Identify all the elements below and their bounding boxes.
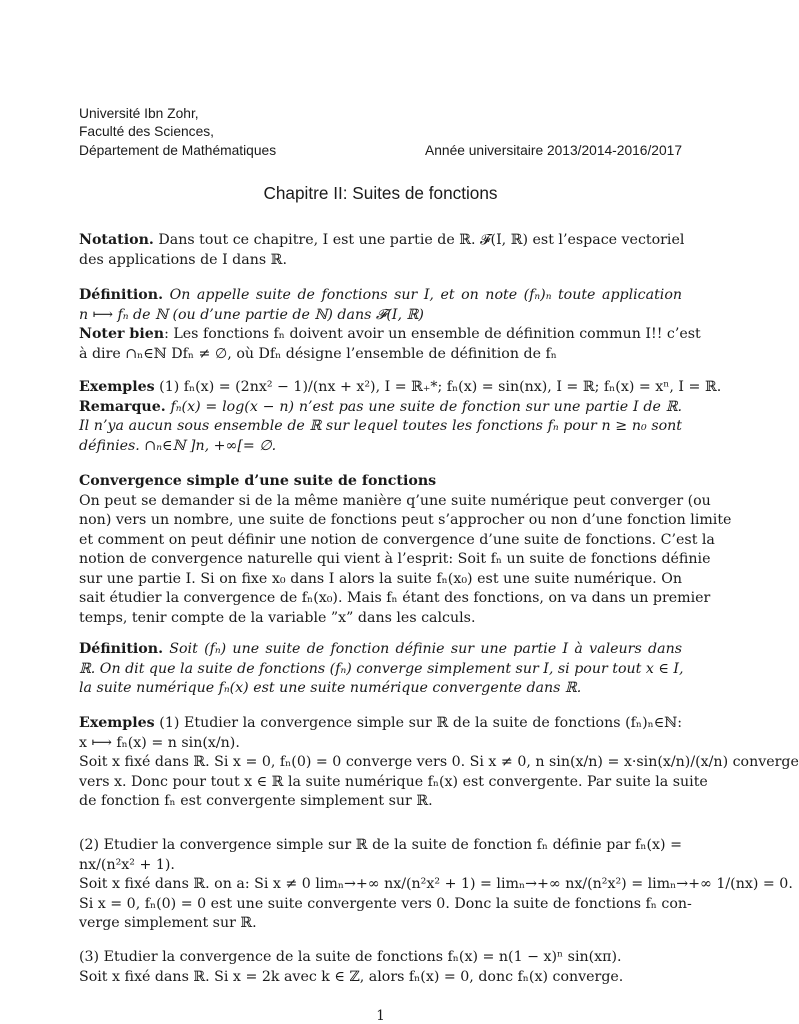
exemples-text: (1) fₙ(x) = (2nx² − 1)/(nx + x²), I = ℝ₊*; fₙ(x) = sin(nx), I = ℝ; fₙ(x) = xⁿ, I = ℝ. bbox=[159, 379, 722, 395]
example-line: verge simplement sur ℝ. bbox=[79, 915, 257, 931]
definition-label: Définition. bbox=[79, 641, 164, 657]
definition-line: On appelle suite de fonctions sur I, et on note (fₙ)ₙ toute application bbox=[169, 287, 683, 303]
definition-line: la suite numérique fₙ(x) est une suite numérique convergente dans ℝ. bbox=[79, 680, 582, 696]
convergence-line: temps, tenir compte de la variable ”x” dans les calculs. bbox=[79, 609, 476, 626]
example-line: x ⟼ fₙ(x) = n sin(x/n). bbox=[79, 734, 240, 751]
examples-remark-paragraph bbox=[79, 378, 722, 456]
remarque-line: fₙ(x) = log(x − n) n’est pas une suite de fonction sur une partie I de ℝ. bbox=[170, 398, 682, 415]
notation-line: Dans tout ce chapitre, I est une partie de ℝ. 𝓕(I, ℝ) est l’espace vectoriel bbox=[158, 232, 685, 248]
academic-year: Année universitaire 2013/2014-2016/2017 bbox=[425, 142, 682, 158]
convergence-line: sait étudier la convergence de fₙ(x₀). Mais fₙ étant des fonctions, on va dans un premier bbox=[79, 590, 711, 606]
example-line: Soit x fixé dans ℝ. Si x = 0, fₙ(0) = 0 converge vers 0. Si x ≠ 0, n sin(x/n) = x·sin(x/n)/(x/n) converge bbox=[79, 754, 799, 770]
notation-paragraph bbox=[79, 231, 685, 270]
section-heading: Convergence simple d’une suite de fonctions bbox=[79, 473, 437, 489]
convergence-line: On peut se demander si de la même manière q’une suite numérique peut converger (ou bbox=[79, 492, 711, 509]
notation-label: Notation. bbox=[79, 232, 154, 248]
examples-2-paragraph bbox=[79, 714, 799, 812]
example-line: nx/(n²x² + 1). bbox=[79, 856, 175, 873]
example-line: vers x. Donc pour tout x ∈ ℝ la suite numérique fₙ(x) est convergente. Par suite la suite bbox=[79, 773, 708, 790]
example-line: (2) Etudier la convergence simple sur ℝ de la suite de fonction fₙ définie par fₙ(x) = bbox=[79, 837, 682, 853]
example-line: (3) Etudier la convergence de la suite de fonctions fₙ(x) = n(1 − x)ⁿ sin(xπ). bbox=[79, 949, 622, 965]
noter-bien-label: Noter bien bbox=[79, 326, 165, 342]
example-line: (1) Etudier la convergence simple sur ℝ de la suite de fonctions (fₙ)ₙ∈ℕ: bbox=[159, 715, 682, 731]
noter-bien-line: à dire ∩ₙ∈ℕ Dfₙ ≠ ∅, où Dfₙ désigne l’ensemble de définition de fₙ bbox=[79, 345, 557, 362]
page-number: 1 bbox=[376, 1008, 385, 1024]
example-line: Soit x fixé dans ℝ. on a: Si x ≠ 0 limₙ→+∞ nx/(n²x² + 1) = limₙ→+∞ nx/(n²x²) = limₙ→+∞ 1/(nx) = 0. bbox=[79, 876, 793, 892]
university-name: Université Ibn Zohr, bbox=[79, 106, 199, 121]
chapter-title: Chapitre II: Suites de fonctions bbox=[263, 183, 498, 203]
definition-2-paragraph bbox=[79, 640, 682, 699]
example-2-paragraph bbox=[79, 836, 793, 934]
department-name: Département de Mathématiques bbox=[79, 142, 277, 158]
example-line: de fonction fₙ est convergente simplement sur ℝ. bbox=[79, 793, 433, 809]
convergence-line: notion de convergence naturelle qui vient à l’esprit: Soit fₙ un suite de fonctions définie bbox=[79, 551, 711, 567]
example-line: Si x = 0, fₙ(0) = 0 est une suite convergente vers 0. Donc la suite de fonctions fₙ con- bbox=[79, 895, 692, 912]
definition-1-paragraph bbox=[79, 286, 701, 364]
definition-line: n ⟼ fₙ de ℕ (ou d’une partie de ℕ) dans 𝓕(I, ℝ) bbox=[79, 306, 424, 323]
document-page bbox=[79, 0, 799, 1024]
header-block bbox=[79, 105, 682, 160]
convergence-line: sur une partie I. Si on fixe x₀ dans I alors la suite fₙ(x₀) est une suite numérique. On bbox=[79, 570, 682, 587]
noter-bien-line: : Les fonctions fₙ doivent avoir un ensemble de définition commun I!! c’est bbox=[164, 326, 701, 342]
convergence-line: et comment on peut définir une notion de convergence d’une suite de fonctions. C’est la bbox=[79, 531, 715, 548]
convergence-line: non) vers un nombre, une suite de fonctions peut s’approcher ou non d’une fonction limite bbox=[79, 512, 732, 528]
definition-label: Définition. bbox=[79, 287, 164, 303]
exemples-label: Exemples bbox=[79, 715, 155, 731]
definition-line: Soit (fₙ) une suite de fonction définie sur une partie I à valeurs dans bbox=[169, 641, 682, 657]
example-line: Soit x fixé dans ℝ. Si x = 2k avec k ∈ ℤ, alors fₙ(x) = 0, donc fₙ(x) converge. bbox=[79, 968, 624, 985]
notation-line: des applications de I dans ℝ. bbox=[79, 251, 287, 268]
faculty-name: Faculté des Sciences, bbox=[79, 124, 214, 140]
remarque-label: Remarque. bbox=[79, 398, 166, 415]
exemples-label: Exemples bbox=[79, 379, 155, 395]
convergence-section bbox=[79, 472, 732, 628]
definition-line: ℝ. On dit que la suite de fonctions (fₙ) converge simplement sur I, si pour tout x ∈ I, bbox=[79, 660, 684, 677]
remarque-line: Il n’ya aucun sous ensemble de ℝ sur lequel toutes les fonctions fₙ pour n ≥ n₀ sont bbox=[79, 418, 682, 434]
remarque-line: définies. ∩ₙ∈ℕ ]n, +∞[= ∅. bbox=[79, 437, 277, 454]
example-3-paragraph bbox=[79, 948, 682, 987]
